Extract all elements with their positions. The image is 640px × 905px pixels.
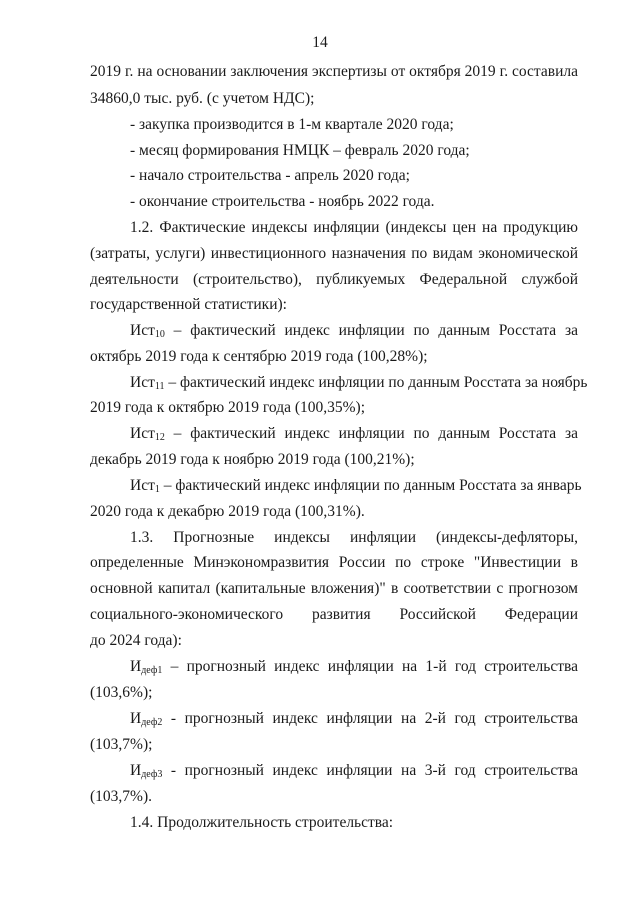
text-line: декабрь 2019 года к ноябрю 2019 года (100,21%); <box>90 451 415 468</box>
index-symbol: Ист <box>130 425 155 442</box>
section-heading-1-4: 1.4. Продолжительность строительства: <box>130 814 394 831</box>
text-line: 34860,0 тыс. руб. (с учетом НДС); <box>90 90 315 107</box>
index-symbol: И <box>130 658 142 675</box>
text-line: (103,6%); <box>90 684 153 701</box>
index-text: – фактический индекс инфляции по данным Росстата за <box>164 425 578 442</box>
index-symbol: И <box>130 710 142 727</box>
text-line: (103,7%); <box>90 736 153 753</box>
index-subscript: деф1 <box>141 665 163 676</box>
text-line: социального-экономического развития Российской Федерации <box>90 606 578 623</box>
text-line: 2019 года к октябрю 2019 года (100,35%); <box>90 399 366 416</box>
index-text: - прогнозный индекс инфляции на 3-й год строительства <box>162 762 578 779</box>
index-symbol: Ист <box>130 322 155 339</box>
text-line: определенные Минэкономразвития России по строке "Инвестиции в <box>90 554 578 571</box>
index-line-ist10 <box>130 321 578 341</box>
index-symbol: Ист <box>130 477 155 494</box>
index-text: – фактический индекс инфляции по данным Росстата за <box>164 322 578 339</box>
index-line-ist12 <box>130 424 578 444</box>
index-line-idef1 <box>130 657 578 677</box>
index-symbol: Ист <box>130 374 155 391</box>
index-text: - прогнозный индекс инфляции на 2-й год строительства <box>162 710 578 727</box>
text-line: октябрь 2019 года к сентябрю 2019 года (100,28%); <box>90 348 428 365</box>
list-item: - закупка производится в 1-м квартале 2020 года; <box>130 116 454 133</box>
text-line: 2019 г. на основании заключения экспертизы от октября 2019 г. составила <box>90 63 578 80</box>
index-line-ist11 <box>130 373 588 393</box>
index-subscript: деф2 <box>141 717 163 728</box>
text-line: государственной статистики): <box>90 296 287 313</box>
index-subscript: 11 <box>154 381 165 392</box>
section-heading-1-3: 1.3. Прогнозные индексы инфляции (индексы-дефляторы, <box>130 529 578 546</box>
text-line: деятельности (строительство), публикуемых Федеральной службой <box>90 271 578 288</box>
index-line-ist1 <box>130 476 582 496</box>
list-item: - начало строительства - апрель 2020 года; <box>130 167 410 184</box>
text-line: (103,7%). <box>90 788 152 805</box>
list-item: - окончание строительства - ноябрь 2022 года. <box>130 193 435 210</box>
index-text: – фактический индекс инфляции по данным Росстата за ноябрь <box>164 374 588 391</box>
text-line: основной капитал (капитальные вложения)" в соответствии с прогнозом <box>90 580 578 597</box>
text-line: до 2024 года): <box>90 632 182 649</box>
index-text: – прогнозный индекс инфляции на 1-й год строительства <box>162 658 578 675</box>
list-item: - месяц формирования НМЦК – февраль 2020 года; <box>130 142 470 159</box>
index-subscript: 10 <box>154 329 165 340</box>
index-subscript: 12 <box>154 432 165 443</box>
index-subscript: 1 <box>154 484 160 495</box>
text-line: 2020 года к декабрю 2019 года (100,31%). <box>90 503 365 520</box>
index-symbol: И <box>130 762 142 779</box>
index-line-idef2 <box>130 709 578 729</box>
section-heading-1-2: 1.2. Фактические индексы инфляции (индексы цен на продукцию <box>130 219 578 236</box>
page-number: 14 <box>312 34 328 51</box>
index-text: – фактический индекс инфляции по данным Росстата за январь <box>159 477 582 494</box>
index-line-idef3 <box>130 761 578 781</box>
text-line: (затраты, услуги) инвестиционного назначения по видам экономической <box>90 245 578 262</box>
index-subscript: деф3 <box>141 769 163 780</box>
